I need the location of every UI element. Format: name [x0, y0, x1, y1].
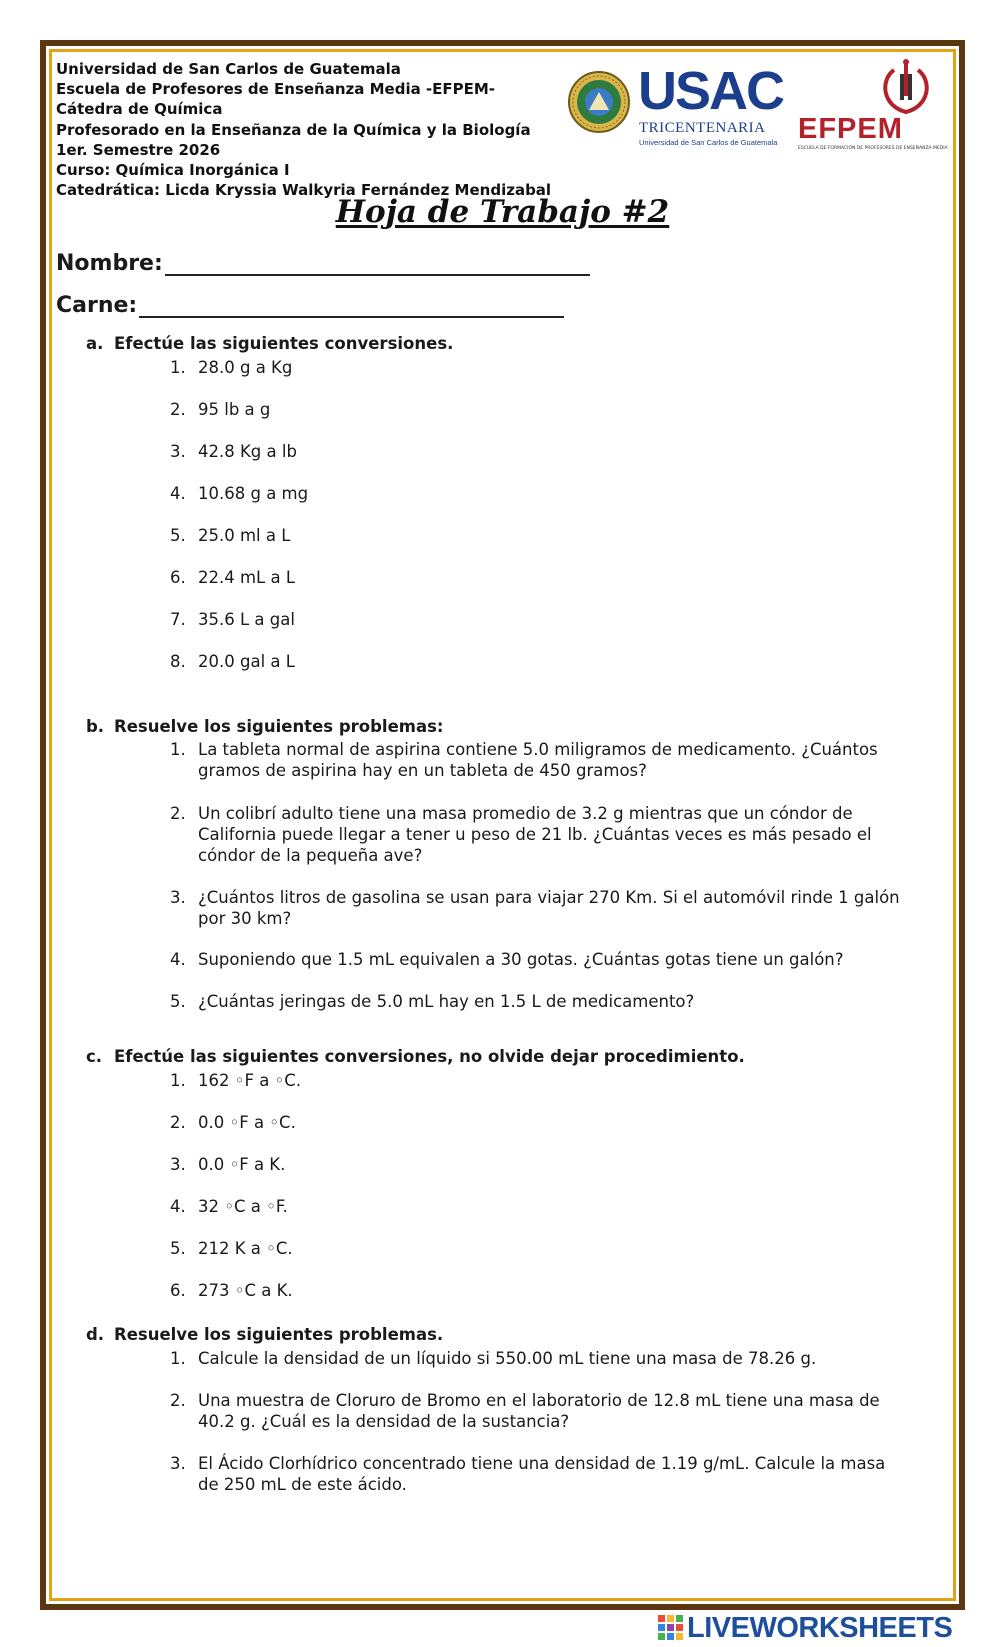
section-letter: a. [86, 334, 104, 353]
list-item [170, 949, 905, 970]
list-item [170, 567, 905, 588]
list-item [170, 357, 905, 378]
efpem-logo-caption: ESCUELA DE FORMACIÓN DE PROFESORES DE ENSEÑANZA MEDIA [798, 146, 948, 151]
item-number: 3. [170, 442, 186, 461]
item-number: 6. [170, 568, 186, 587]
section-title: Efectúe las siguientes conversiones. [114, 334, 454, 353]
header-line: Escuela de Profesores de Enseñanza Media -EFPEM- [56, 80, 496, 99]
name-answer-line[interactable] [165, 254, 590, 276]
section-letter: d. [86, 1325, 105, 1344]
institution-header [56, 59, 576, 200]
list-item [170, 739, 905, 781]
item-number: 8. [170, 652, 186, 671]
item-text: Una muestra de Cloruro de Bromo en el laboratorio de 12.8 mL tiene una masa de 40.2 g. ¿Cuál es la densidad de la sustancia? [198, 1391, 880, 1431]
name-label: Nombre: [56, 251, 163, 276]
worksheet-title-text: Hoja de Trabajo #2 [335, 194, 670, 230]
section-letter: c. [86, 1047, 103, 1066]
item-text: 212 K a ◦C. [198, 1239, 293, 1258]
item-number: 3. [170, 888, 186, 907]
section-title: Efectúe las siguientes conversiones, no olvide dejar procedimiento. [114, 1047, 745, 1066]
list-item [170, 803, 905, 866]
item-number: 2. [170, 400, 186, 419]
section-b-heading [86, 717, 444, 736]
item-text: Un colibrí adulto tiene una masa promedio de 3.2 g mientras que un cóndor de California puede llegar a tener u peso de 21 lb. ¿Cuántas veces es más pesado el cóndor de la pequeña ave? [198, 804, 872, 865]
item-number: 2. [170, 1113, 186, 1132]
list-item [170, 887, 905, 929]
item-text: La tableta normal de aspirina contiene 5.0 miligramos de medicamento. ¿Cuántos gramos de aspirina hay en un tableta de 450 gramos? [198, 740, 878, 780]
item-number: 4. [170, 950, 186, 969]
name-field[interactable] [56, 251, 590, 276]
item-number: 5. [170, 992, 186, 1011]
section-d-heading [86, 1325, 443, 1344]
item-text: Suponiendo que 1.5 mL equivalen a 30 gotas. ¿Cuántas gotas tiene un galón? [198, 950, 844, 969]
item-number: 2. [170, 1391, 186, 1410]
item-text: 22.4 mL a L [198, 568, 296, 587]
item-text: 35.6 L a gal [198, 610, 295, 629]
list-item [170, 1390, 905, 1432]
header-line: 1er. Semestre 2026 [56, 140, 221, 159]
list-item [170, 1196, 905, 1217]
item-text: 0.0 ◦F a ◦C. [198, 1113, 296, 1132]
list-item [170, 441, 905, 462]
usac-logo-text: USAC [638, 61, 784, 121]
item-text: 32 ◦C a ◦F. [198, 1197, 288, 1216]
item-number: 1. [170, 740, 186, 759]
header-line: Profesorado en la Enseñanza de la Química y la Biología [56, 120, 531, 139]
list-item [170, 1453, 905, 1495]
item-text: 10.68 g a mg [198, 484, 309, 503]
liveworksheets-text: LIVEWORKSHEETS [687, 1611, 953, 1644]
item-number: 5. [170, 526, 186, 545]
list-item [170, 651, 905, 672]
list-item [170, 399, 905, 420]
carne-label: Carne: [56, 293, 138, 318]
list-item [170, 1348, 905, 1369]
section-title: Resuelve los siguientes problemas. [114, 1325, 444, 1344]
section-title: Resuelve los siguientes problemas: [114, 717, 444, 736]
item-text: 273 ◦C a K. [198, 1281, 293, 1300]
usac-seal-icon [567, 70, 631, 134]
section-letter: b. [86, 717, 105, 736]
item-text: Calcule la densidad de un líquido si 550.00 mL tiene una masa de 78.26 g. [198, 1349, 817, 1368]
item-number: 4. [170, 484, 186, 503]
item-number: 1. [170, 1071, 186, 1090]
item-text: El Ácido Clorhídrico concentrado tiene una densidad de 1.19 g/mL. Calcule la masa de 250 mL de este ácido. [198, 1454, 886, 1494]
item-text: 28.0 g a Kg [198, 358, 293, 377]
liveworksheets-grid-icon [658, 1615, 684, 1641]
item-text: 25.0 ml a L [198, 526, 291, 545]
list-item [170, 1154, 905, 1175]
item-number: 4. [170, 1197, 186, 1216]
item-number: 7. [170, 610, 186, 629]
efpem-symbol-icon [876, 56, 936, 120]
header-line: Curso: Química Inorgánica I [56, 161, 290, 180]
usac-logo-caption: Universidad de San Carlos de Guatemala [639, 138, 778, 147]
list-item [170, 1112, 905, 1133]
item-number: 2. [170, 804, 186, 823]
section-c-heading [86, 1047, 745, 1066]
carne-answer-line[interactable] [139, 296, 564, 318]
item-text: 42.8 Kg a lb [198, 442, 297, 461]
liveworksheets-logo [658, 1613, 952, 1643]
item-number: 1. [170, 358, 186, 377]
list-item [170, 991, 905, 1012]
section-a-heading [86, 334, 453, 353]
item-number: 3. [170, 1454, 186, 1473]
header-line: Catedrática: Licda Kryssia Walkyria Fernández Mendizabal [56, 181, 552, 200]
list-item [170, 1070, 905, 1091]
efpem-logo-text: EFPEM [798, 113, 903, 145]
item-text: 162 ◦F a ◦C. [198, 1071, 302, 1090]
item-text: 20.0 gal a L [198, 652, 295, 671]
list-item [170, 1238, 905, 1259]
header-line: Universidad de San Carlos de Guatemala [56, 60, 401, 78]
item-text: 0.0 ◦F a K. [198, 1155, 286, 1174]
item-text: 95 lb a g [198, 400, 271, 419]
worksheet-content [46, 46, 959, 1604]
worksheet-frame [40, 40, 965, 1610]
worksheet-title [46, 194, 959, 230]
list-item [170, 1280, 905, 1301]
item-text: ¿Cuántos litros de gasolina se usan para viajar 270 Km. Si el automóvil rinde 1 galón por 30 km? [198, 888, 900, 928]
list-item [170, 525, 905, 546]
item-number: 3. [170, 1155, 186, 1174]
carne-field[interactable] [56, 293, 564, 318]
header-line: Cátedra de Química [56, 100, 223, 119]
item-number: 1. [170, 1349, 186, 1368]
item-text: ¿Cuántas jeringas de 5.0 mL hay en 1.5 L de medicamento? [198, 992, 695, 1011]
item-number: 6. [170, 1281, 186, 1300]
usac-logo-subtitle: TRICENTENARIA [639, 120, 766, 136]
list-item [170, 609, 905, 630]
item-number: 5. [170, 1239, 186, 1258]
list-item [170, 483, 905, 504]
